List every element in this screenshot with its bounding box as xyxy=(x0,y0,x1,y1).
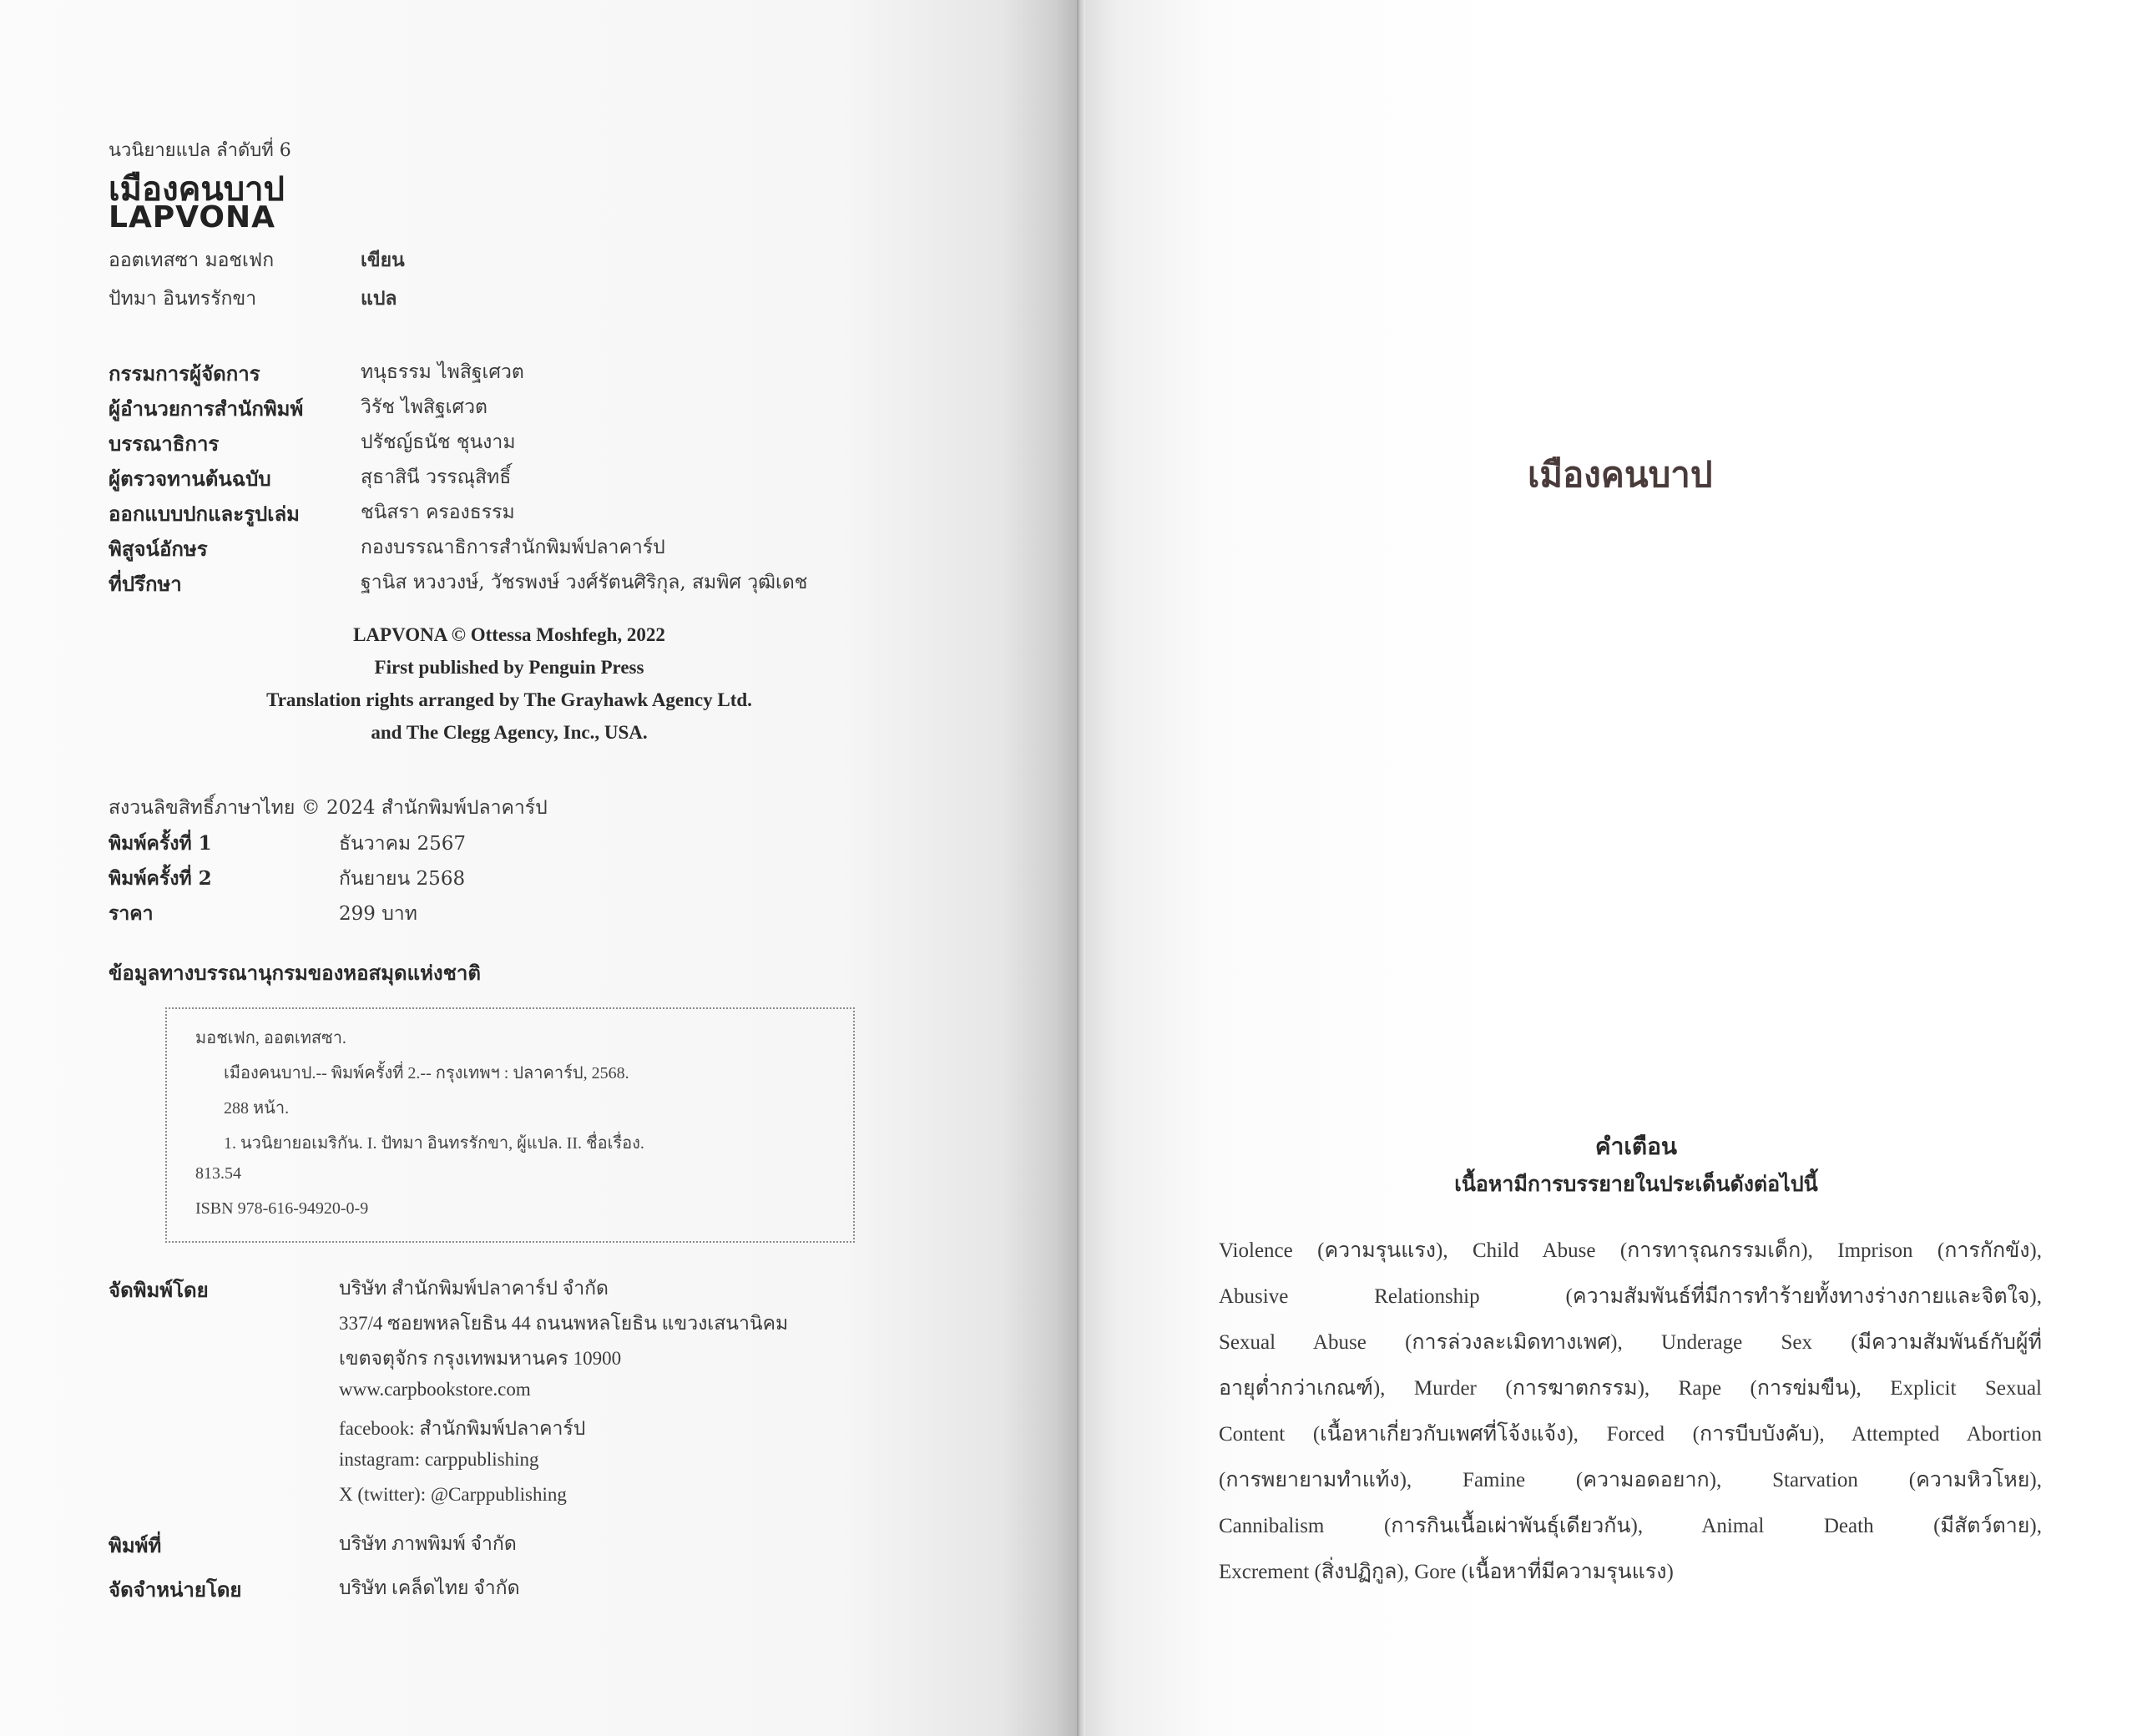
rights-line: First published by Penguin Press xyxy=(374,657,644,678)
cip-line: มอชเฟก, ออตเทสซา. xyxy=(195,1029,346,1047)
staff-value: กองบรรณาธิการสำนักพิมพ์ปลาคาร์ป xyxy=(361,537,665,558)
book-title-english: LAPVONA xyxy=(109,200,276,235)
staff-label: พิสูจน์อักษร xyxy=(109,537,208,561)
rights-line: LAPVONA © Ottessa Moshfegh, 2022 xyxy=(353,624,665,645)
warning-line: Violence (ความรุนแรง), Child Abuse (การทารุณกรรมเด็ก), Imprison (การกักขัง), xyxy=(1219,1239,2042,1262)
distributor-value: บริษัท เคล็ดไทย จำกัด xyxy=(339,1577,520,1598)
staff-label: ผู้อำนวยการสำนักพิมพ์ xyxy=(109,396,304,421)
distributor-label: จัดจำหน่ายโดย xyxy=(109,1577,242,1602)
publisher-website: www.carpbookstore.com xyxy=(339,1379,531,1400)
staff-value: สุธาสินี วรรณุสิทธิ์ xyxy=(361,467,512,488)
author-role: เขียน xyxy=(361,249,405,271)
publisher-facebook: facebook: สำนักพิมพ์ปลาคาร์ป xyxy=(339,1418,586,1439)
warning-line: Sexual Abuse (การล่วงละเมิดทางเพศ), Underage Sex (มีความสัมพันธ์กับผู้ที่ xyxy=(1219,1331,2042,1354)
rights-line: Translation rights arranged by The Grayhawk Agency Ltd. xyxy=(266,689,752,710)
cip-line: 1. นวนิยายอเมริกัน. I. ปัทมา อินทรรักขา, ผู้แปล. II. ชื่อเรื่อง. xyxy=(224,1134,644,1153)
printer-value: บริษัท ภาพพิมพ์ จำกัด xyxy=(339,1533,517,1554)
edition-value: ธันวาคม 2567 xyxy=(339,833,466,855)
warning-line: Content (เนื้อหาเกี่ยวกับเพศที่โจ้งแจ้ง), Forced (การบีบบังคับ), Attempted Abortion xyxy=(1219,1423,2042,1446)
cip-line: เมืองคนบาป.-- พิมพ์ครั้งที่ 2.-- กรุงเทพฯ : ปลาคาร์ป, 2568. xyxy=(224,1064,629,1082)
staff-value: ฐานิส หวงวงษ์, วัชรพงษ์ วงศ์รัตนศิริกุล, สมพิศ วุฒิเดช xyxy=(361,572,808,593)
printer-label: พิมพ์ที่ xyxy=(109,1533,162,1557)
price-label: ราคา xyxy=(109,902,154,925)
staff-label: ที่ปรึกษา xyxy=(109,572,182,596)
publisher-twitter: X (twitter): @Carppublishing xyxy=(339,1484,567,1505)
warning-line: Abusive Relationship (ความสัมพันธ์ที่มีการทำร้ายทั้งทางร่างกายและจิตใจ), xyxy=(1219,1285,2042,1308)
warning-line: อายุต่ำกว่าเกณฑ์), Murder (การฆาตกรรม), Rape (การข่มขืน), Explicit Sexual xyxy=(1219,1377,2042,1400)
translator-name: ปัทมา อินทรรักขา xyxy=(109,288,257,310)
publisher-instagram: instagram: carppublishing xyxy=(339,1449,539,1470)
warning-line: (การพยายามทำแท้ง), Famine (ความอดอยาก), Starvation (ความหิวโหย), xyxy=(1219,1469,2042,1491)
edition-label: พิมพ์ครั้งที่ 1 xyxy=(109,832,212,855)
staff-value: ชนิสรา ครองธรรม xyxy=(361,502,515,523)
thai-copyright: สงวนลิขสิทธิ์ภาษาไทย © 2024 สำนักพิมพ์ปลาคาร์ป xyxy=(109,797,548,819)
author-name: ออตเทสซา มอชเฟก xyxy=(109,250,275,271)
warning-line: Cannibalism (การกินเนื้อเผ่าพันธุ์เดียวกัน), Animal Death (มีสัตว์ตาย), xyxy=(1219,1515,2042,1537)
staff-label: ผู้ตรวจทานต้นฉบับ xyxy=(109,467,271,491)
cip-box xyxy=(165,1007,855,1243)
cip-line: 288 หน้า. xyxy=(224,1099,290,1118)
half-title: เมืองคนบาป xyxy=(1528,454,1713,495)
cip-line: 813.54 xyxy=(195,1164,241,1183)
staff-value: ปรัชญ์ธนัช ชุนงาม xyxy=(361,431,516,453)
translator-role: แปล xyxy=(361,287,397,310)
isbn: ISBN 978-616-94920-0-9 xyxy=(195,1199,369,1218)
book-title-thai: เมืองคนบาป xyxy=(109,170,285,209)
warning-line: Excrement (สิ่งปฏิกูล), Gore (เนื้อหาที่มีความรุนแรง) xyxy=(1219,1561,1674,1583)
staff-value: ทนุธรรม ไพสิฐเศวต xyxy=(361,361,524,383)
staff-label: กรรมการผู้จัดการ xyxy=(109,361,260,386)
staff-value: วิรัช ไพสิฐเศวต xyxy=(361,396,488,418)
publisher-label: จัดพิมพ์โดย xyxy=(109,1278,209,1302)
staff-label: บรรณาธิการ xyxy=(109,431,220,456)
publisher-line: 337/4 ซอยพหลโยธิน 44 ถนนพหลโยธิน แขวงเสนานิคม xyxy=(339,1313,789,1334)
book-spine xyxy=(1077,0,1085,1736)
publisher-line: บริษัท สำนักพิมพ์ปลาคาร์ป จำกัด xyxy=(339,1278,609,1299)
series-label: นวนิยายแปล ลำดับที่ 6 xyxy=(109,140,291,161)
edition-value: กันยายน 2568 xyxy=(339,868,466,890)
publisher-line: เขตจตุจักร กรุงเทพมหานคร 10900 xyxy=(339,1348,622,1369)
staff-label: ออกแบบปกและรูปเล่ม xyxy=(109,502,300,526)
content-warning-title: คำเตือน xyxy=(1594,1133,1678,1160)
edition-label: พิมพ์ครั้งที่ 2 xyxy=(109,867,212,890)
cip-heading: ข้อมูลทางบรรณานุกรมของหอสมุดแห่งชาติ xyxy=(109,961,481,985)
price-value: 299 บาท xyxy=(339,903,417,925)
content-warning-subtitle: เนื้อหามีการบรรยายในประเด็นดังต่อไปนี้ xyxy=(1454,1172,1818,1196)
rights-line: and The Clegg Agency, Inc., USA. xyxy=(371,722,648,743)
